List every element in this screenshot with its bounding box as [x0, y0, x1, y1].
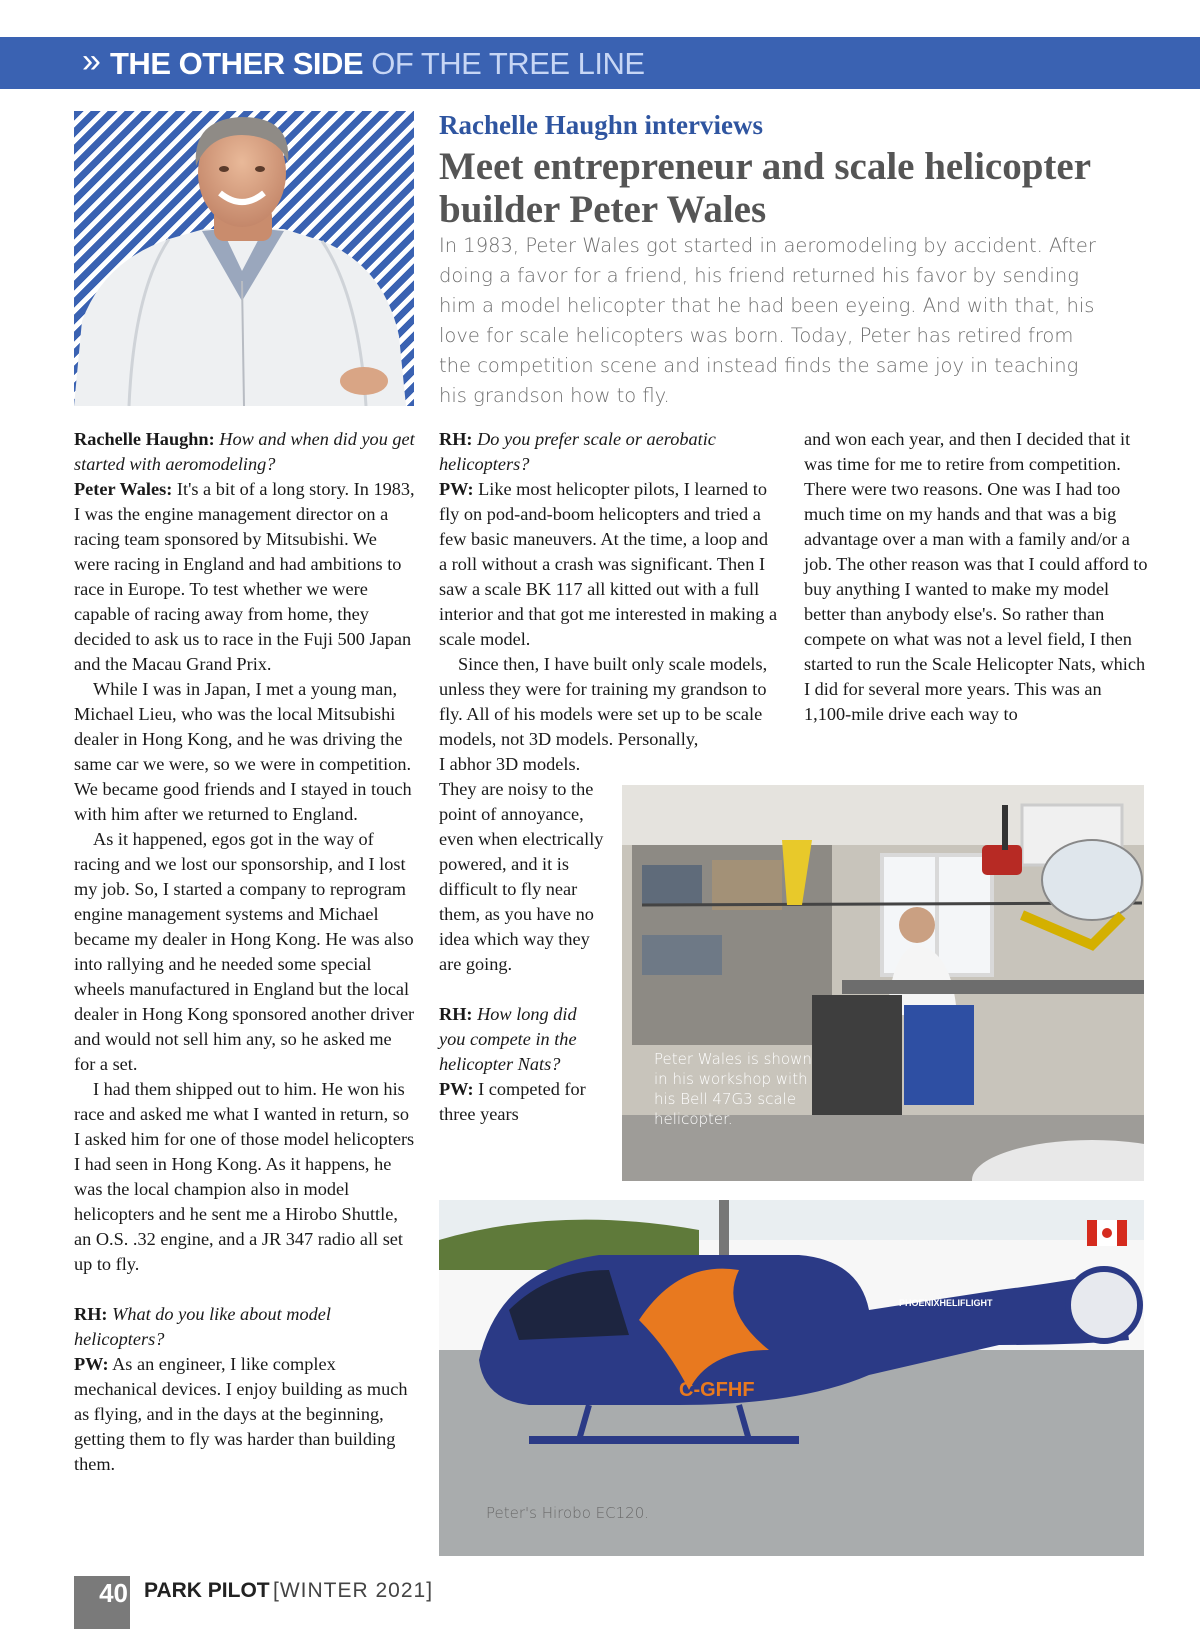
question-text: How long did you compete in the helicopter Nats?: [439, 1004, 577, 1074]
question-1: [439, 427, 779, 477]
speaker-label: Rachelle Haughn:: [74, 429, 215, 449]
speaker-label: Peter Wales:: [74, 479, 173, 499]
portrait-photo: [74, 111, 414, 406]
article-headline: Meet entrepreneur and scale helicopter builder Peter Wales: [439, 145, 1091, 231]
paragraph: I abhor 3D models. They are noisy to the point of annoyance, even when electrically powered, and it is difficult to fly near them, as you have no idea which way they are going.: [439, 754, 604, 974]
speaker-label: PW:: [439, 479, 474, 499]
question-text: How and when did you get started with aeromodeling?: [74, 429, 415, 474]
speaker-label: PW:: [74, 1354, 109, 1374]
paragraph: I had them shipped out to him. He won his race and asked me what I wanted in return, so I asked him for one of those model helicopters I had seen in Hong Kong. As it happens, he was the local champion also in model helicopters and he sent me a Hirobo Shuttle, an O.S. .32 engine, and a JR 347 radio all set up to fly.: [74, 1079, 415, 1274]
section-title: [110, 45, 645, 83]
article-column-1: [74, 427, 416, 1477]
question-text: Do you prefer scale or aerobatic helicopters?: [439, 429, 716, 474]
question-1: [74, 427, 416, 477]
answer-text: It's a bit of a long story. In 1983, I was the engine management director on a racing team sponsored by Mitsubishi. We were racing in England and had ambitions to race in Europe. To test whether we were capable of racing away from home, they decided to ask us to race in the Fuji 500 Japan and the Macau Grand Prix.: [74, 479, 415, 674]
answer-text: Like most helicopter pilots, I learned to fly on pod-and-boom helicopters and tried a few basic maneuvers. At the time, a loop and a roll without a crash was significant. Then I saw a scale BK 117 all kitted out with a full interior and that got me interested in making a scale model.: [439, 479, 778, 649]
ec120-tail-text: PHOENIXHELIFLIGHT: [899, 1298, 993, 1308]
answer-1: [74, 477, 416, 677]
issue-label: [WINTER 2021]: [273, 1579, 434, 1602]
ec120-photo: [439, 1200, 1144, 1556]
publication-name: PARK PILOT: [144, 1579, 270, 1602]
paragraph: As it happened, egos got in the way of racing and we lost our sponsorship, and I lost my job. So, I started a company to reprogram engine management systems and Michael became my dealer in Hong Kong. He was also into rallying and he needed some special wheels manufactured in England but the local dealer in Hong Kong sponsored another driver and would not sell him any, so he asked me for a set.: [74, 829, 415, 1074]
answer-1: [439, 477, 779, 652]
question-2: [439, 1002, 604, 1077]
article-kicker: Rachelle Haughn interviews: [439, 110, 763, 140]
workshop-photo: [622, 785, 1144, 1181]
narrow-text-block: [439, 752, 604, 1127]
question-2: [74, 1302, 416, 1352]
paragraph: Since then, I have built only scale models, unless they were for training my grandson to fly. All of his models were set up to be scale models, not 3D models. Personally,: [439, 654, 768, 749]
ec120-registration: C-GFHF: [679, 1379, 755, 1401]
ec120-photo-caption: Peter's Hirobo EC120.: [486, 1504, 650, 1522]
speaker-label: RH:: [439, 429, 473, 449]
section-title-light: OF THE TREE LINE: [371, 46, 645, 81]
article-deck: In 1983, Peter Wales got started in aeromodeling by accident. After doing a favor for a friend, his friend returned his favor by sending him a model helicopter that he had been eyeing. And with that, his love for scale helicopters was born. Today, Peter has retired from the competition scene and instead finds the same joy in teaching his grandson how to fly.: [439, 234, 1096, 407]
answer-text: As an engineer, I like complex mechanical devices. I enjoy building as much as flying, and in the days at the beginning, getting them to fly was harder than building them.: [74, 1354, 408, 1474]
answer-2: [74, 1352, 416, 1477]
page-number: 40: [74, 1576, 130, 1629]
section-title-bold: THE OTHER SIDE: [110, 46, 364, 81]
speaker-label: RH:: [74, 1304, 108, 1324]
paragraph: and won each year, and then I decided that it was time for me to retire from competition. There were two reasons. One was I had too much time on my hands and that was a big advantage over a man with a family and/or a job. The other reason was that I could afford to buy anything I wanted to make my model better than anybody else's. So rather than compete on what was not a level field, I then started to run the Scale Helicopter Nats, which I did for several more years. This was an 1,100-mile drive each way to: [804, 429, 1148, 724]
question-text: What do you like about model helicopters?: [74, 1304, 331, 1349]
paragraph: While I was in Japan, I met a young man, Michael Lieu, who was the local Mitsubishi dealer in Hong Kong, and he was driving the same car we were, so we were in competition. We became good friends and I stayed in touch with him after we returned to England.: [74, 679, 412, 824]
workshop-photo-caption: Peter Wales is shown in his workshop with his Bell 47G3 scale helicopter.: [654, 1050, 812, 1128]
speaker-label: RH:: [439, 1004, 473, 1024]
article-column-3: [804, 427, 1149, 727]
section-banner: [0, 37, 1200, 89]
chevron-icon: »: [82, 42, 101, 80]
speaker-label: PW:: [439, 1079, 474, 1099]
answer-2: [439, 1077, 604, 1127]
answer-text: I competed for three years: [439, 1079, 586, 1124]
